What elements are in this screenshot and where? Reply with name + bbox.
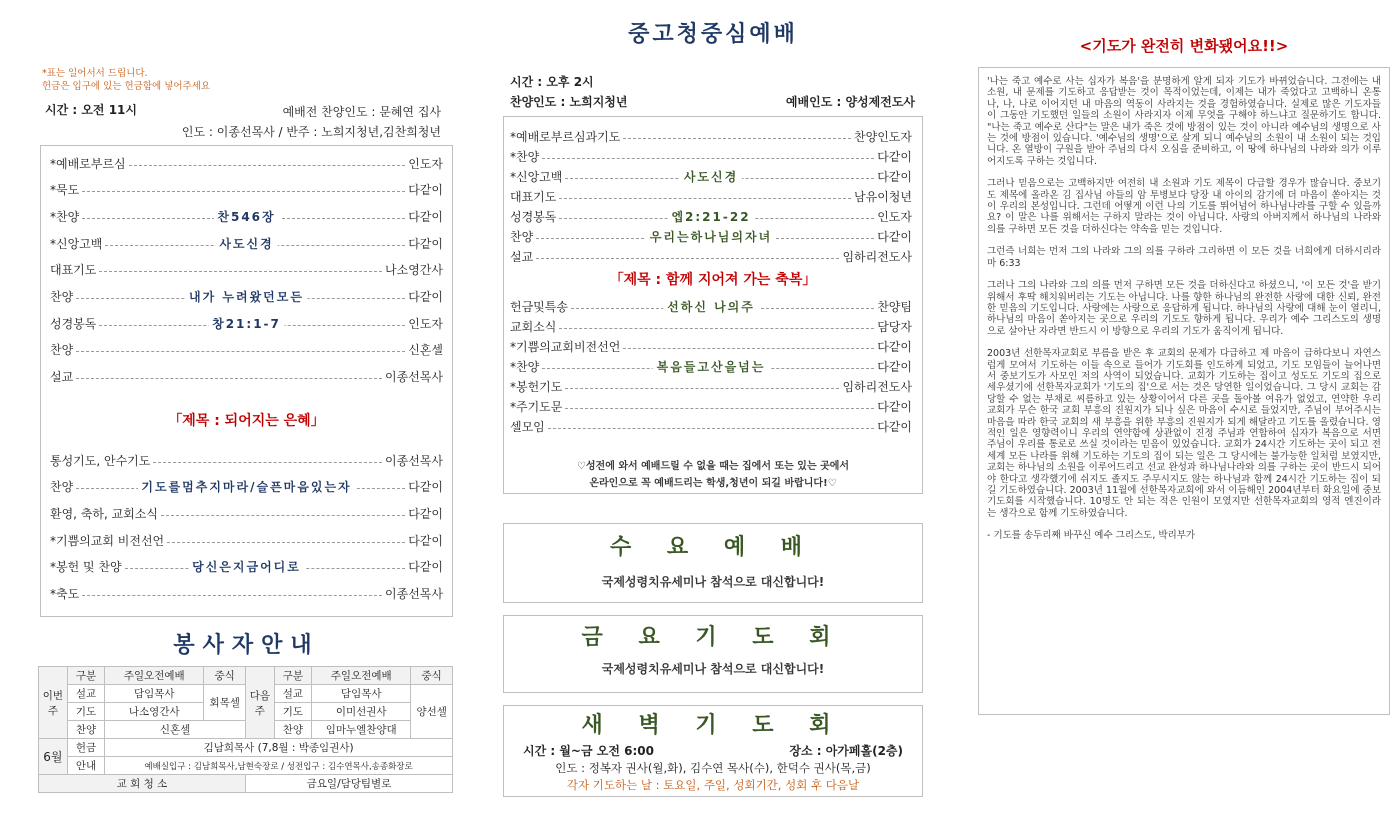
order-item-title: 내가 누려왔던모든 bbox=[185, 288, 308, 305]
table-cell: 기도 bbox=[67, 703, 104, 721]
essay-paragraph: 그러나 그의 나라와 그의 의를 먼저 구하면 모든 것을 더하신다고 하셨으니, '이 모든 것'을 받기 위해서 후딱 해치워버리는 기도는 아닙니다. 나를 향한 하나님의 완전한 사랑에 대한 신뢰, 완전한 믿음의 기도입니다. 사랑에는 사랑으로 응답하게 됩니다. 하나님의 사랑에 대해 눈이 열리니, 하나님의 마음이 쏟아지는 곳으로 우리의 기도도 향하게 됩니다. 우리가 예수 그리스도의 생명으로 살아난 자라면 반드시 이 방향으로 우리의 기도가 움직이게 됩니다. bbox=[987, 280, 1381, 337]
order-person: 이종선목사 bbox=[385, 587, 443, 601]
table-cell: 담임목사 bbox=[105, 685, 204, 703]
table-cell: 담임목사 bbox=[312, 685, 411, 703]
order-row bbox=[50, 260, 443, 280]
table-cell: 나소영간사 bbox=[105, 703, 204, 721]
youth-praise-leader: 찬양인도 : 노희지청년 bbox=[510, 95, 628, 109]
order-label: *기쁨의교회 비전선언 bbox=[50, 533, 165, 548]
order-person: 다같이 bbox=[877, 169, 912, 184]
order-row bbox=[510, 246, 912, 266]
order-item-title: 선하신 나의주 bbox=[663, 298, 759, 315]
order-person: 찬양팀 bbox=[877, 299, 912, 314]
order-label: *주기도문 bbox=[510, 399, 563, 414]
main-sermon-title: 「제목 : 되어지는 은혜」 bbox=[168, 413, 325, 429]
order-row bbox=[510, 166, 912, 186]
order-person: 다같이 bbox=[408, 560, 443, 575]
header-sunday-next: 주일오전예배 bbox=[312, 667, 411, 685]
order-person: 이종선목사 bbox=[385, 453, 443, 468]
leader-dots bbox=[167, 542, 405, 543]
order-person: 인도자 bbox=[408, 316, 443, 331]
table-cell: 기도 bbox=[274, 703, 311, 721]
leader-dots bbox=[76, 351, 405, 352]
table-cell: 설교 bbox=[67, 685, 104, 703]
order-row bbox=[50, 503, 443, 523]
essay-paragraph: 그러나 믿음으로는 고백하지만 여전히 내 소원과 기도 제목이 다급할 경우가 많습니다. 중보기도 제목에 올라온 김 집사님 아들의 암 투병보다 당장 내 아이의 감기에 더 마음이 쏟아지는 것이 우리의 본성입니다. 그런데 어떻게 이런 나의 기도를 뛰어넘어 하나님나라를 구할 수 있을까요? 이 말은 나를 위해서는 구하지 말라는 것이 아닙니다. 사랑의 아버지께서 하나님의 나라와 의를 구하면 모든 것을 더하신다는 약속을 믿는 것입니다. bbox=[987, 178, 1381, 235]
order-label: *신앙고백 bbox=[50, 236, 103, 251]
order-row bbox=[50, 477, 443, 497]
order-person: 다같이 bbox=[408, 533, 443, 548]
order-person: 이종선목사 bbox=[385, 370, 443, 385]
order-person: 다같이 bbox=[877, 359, 912, 374]
order-label: *찬양 bbox=[50, 209, 80, 224]
header-lunch: 중식 bbox=[204, 667, 246, 685]
lunch-next-week: 양선셀 bbox=[411, 685, 453, 739]
header-gubun: 구분 bbox=[67, 667, 104, 685]
order-person: 담당자 bbox=[877, 319, 912, 334]
order-person: 다같이 bbox=[408, 506, 443, 521]
order-label: *예배로부르심과기도 bbox=[510, 129, 621, 144]
order-item-title: 찬546장 bbox=[213, 208, 279, 225]
order-person: 다같이 bbox=[408, 480, 443, 495]
order-row bbox=[50, 233, 443, 253]
order-row bbox=[510, 356, 912, 376]
cleaning-value: 금요일/담당팀별로 bbox=[245, 775, 452, 793]
order-person: 다같이 bbox=[877, 339, 912, 354]
offering-label: 헌금 bbox=[67, 739, 104, 757]
table-cell: 찬양 bbox=[274, 721, 311, 739]
order-row bbox=[50, 180, 443, 200]
order-row bbox=[510, 186, 912, 206]
order-row bbox=[510, 126, 912, 146]
leader-dots bbox=[153, 462, 382, 463]
order-item-title: 기도를멈추지마라/슬픈마음있는자 bbox=[137, 478, 355, 495]
table-cell: 이미선권사 bbox=[312, 703, 411, 721]
order-label: 환영, 축하, 교회소식 bbox=[50, 506, 158, 521]
pre-praise-leader: 예배전 찬양인도 : 문혜연 집사 bbox=[282, 105, 441, 119]
order-person: 다같이 bbox=[877, 149, 912, 164]
table-cell: 찬양 bbox=[67, 721, 104, 739]
essay-signature: - 기도를 송두리째 바꾸신 예수 그리스도, 박리부가 bbox=[987, 530, 1196, 542]
leader-dots bbox=[559, 328, 874, 329]
offering-note: 헌금은 입구에 있는 헌금함에 넣어주세요 bbox=[42, 81, 211, 92]
order-person: 신혼셀 bbox=[408, 343, 443, 358]
leader-dots bbox=[623, 348, 874, 349]
order-item-title: 창21:1-7 bbox=[208, 315, 285, 332]
leader-dots bbox=[129, 165, 406, 166]
order-row bbox=[510, 146, 912, 166]
order-label: *예배로부르심 bbox=[50, 156, 126, 171]
order-person: 나소영간사 bbox=[385, 263, 443, 278]
order-label: 찬양 bbox=[510, 229, 534, 244]
header-gubun-next: 구분 bbox=[274, 667, 311, 685]
friday-title: 금 요 기 도 회 bbox=[581, 625, 845, 650]
order-row bbox=[50, 340, 443, 360]
this-week-label: 이번주 bbox=[39, 667, 68, 739]
youth-closing-line1: ♡성전에 와서 예배드릴 수 없을 때는 집에서 또는 있는 곳에서 bbox=[576, 461, 850, 472]
order-label: 헌금및특송 bbox=[510, 299, 568, 314]
order-label: 설교 bbox=[50, 370, 74, 385]
dawn-leaders: 인도 : 정복자 권사(월,화), 김수연 목사(수), 한덕수 권사(목,금) bbox=[555, 761, 871, 775]
order-item-title: 당신은지금어디로 bbox=[188, 558, 305, 575]
leader-dots bbox=[99, 271, 382, 272]
order-row bbox=[510, 206, 912, 226]
dawn-self-prayer: 각자 기도하는 날 : 토요일, 주일, 성회기간, 성회 후 다음날 bbox=[566, 778, 860, 792]
header-lunch-next: 중식 bbox=[411, 667, 453, 685]
order-row bbox=[50, 450, 443, 470]
order-row bbox=[510, 416, 912, 436]
order-person: 다같이 bbox=[408, 290, 443, 304]
order-label: 대표기도 bbox=[50, 263, 97, 278]
order-item-title: 엡2:21-22 bbox=[667, 208, 754, 225]
cleaning-label: 교 회 청 소 bbox=[39, 775, 246, 793]
table-cell: 임마누엘찬양대 bbox=[312, 721, 411, 739]
essay-paragraph: '나는 죽고 예수로 사는 십자가 복음'을 분명하게 알게 되자 기도가 바뀌었습니다. 그전에는 내 소원, 내 문제를 기도하고 응답받는 것이 목적이었는데, 이제는 내가 죽었다고 고백하니 온통 나, 나, 나로 이어지던 내 마음의 역동이 사라지는 것을 경험하였습니다. 실제로 많은 기도자들이 그동안 기도했던 일들의 소원이 사라지자 이제 무엇을 구해야 하느냐고 질문하기도 합니다. "나는 죽고 예수로 산다"는 말은 내가 죽은 것에 방점이 있는 것이 아니라 예수님의 생명으로 사는 것에 방점이 있습니다. '예수님의 생명'으로 살게 되니 예수님의 소원이 내 소원이 되는 것입니다. 온 열방이 구원을 받아 주님의 다시 오심을 준비하고, 이 땅에 하나님의 나라와 의가 이루어지도록 구하는 것입니다. bbox=[987, 76, 1381, 167]
order-person: 다같이 bbox=[877, 399, 912, 414]
order-row bbox=[50, 557, 443, 577]
order-row bbox=[510, 376, 912, 396]
order-label: *봉헌기도 bbox=[510, 379, 563, 394]
next-week-label: 다음주 bbox=[245, 667, 274, 739]
order-person: 다같이 bbox=[877, 229, 912, 244]
order-label: *기쁨의교회비전선언 bbox=[510, 339, 621, 354]
order-row bbox=[50, 206, 443, 226]
youth-closing-line2: 온라인으로 꼭 예배드리는 학생,청년이 되길 바랍니다!♡ bbox=[589, 478, 837, 489]
wednesday-sub: 국제성령치유세미나 참석으로 대신합니다! bbox=[601, 575, 825, 589]
order-item-title: 사도신경 bbox=[680, 168, 742, 185]
order-person: 찬양인도자 bbox=[854, 129, 912, 144]
leader-dots bbox=[536, 258, 839, 259]
main-worship-time: 시간 : 오전 11시 bbox=[45, 103, 137, 117]
order-person: 다같이 bbox=[408, 209, 443, 224]
order-person: 다같이 bbox=[408, 236, 443, 251]
leader-dots bbox=[623, 138, 851, 139]
dawn-time: 시간 : 월~금 오전 6:00 bbox=[523, 744, 654, 758]
order-row bbox=[50, 530, 443, 550]
lunch-this-week: 회목셀 bbox=[204, 685, 246, 721]
order-label: *묵도 bbox=[50, 183, 80, 198]
order-label: 찬양 bbox=[50, 480, 74, 495]
leader-dots bbox=[161, 515, 405, 516]
guide-label: 안내 bbox=[67, 757, 104, 775]
order-label: *찬양 bbox=[510, 149, 540, 164]
leader-dots bbox=[82, 595, 382, 596]
dawn-place: 장소 : 아가페홀(2층) bbox=[789, 744, 903, 758]
order-row bbox=[50, 153, 443, 173]
order-person: 다같이 bbox=[408, 183, 443, 198]
order-label: 대표기도 bbox=[510, 189, 557, 204]
page-title: 중고청중심예배 bbox=[628, 22, 798, 47]
order-row bbox=[50, 584, 443, 604]
main-worship-leaders: 인도 : 이종선목사 / 반주 : 노희지청년,김찬희청년 bbox=[181, 125, 441, 139]
order-label: *찬양 bbox=[510, 359, 540, 374]
order-label: 통성기도, 안수기도 bbox=[50, 453, 151, 468]
essay-paragraph: 그런즉 너희는 먼저 그의 나라와 그의 의를 구하라 그리하면 이 모든 것을 너희에게 더하시리라 마 6:33 bbox=[987, 246, 1381, 269]
leader-dots bbox=[559, 198, 851, 199]
table-cell: 설교 bbox=[274, 685, 311, 703]
order-person: 임하리전도사 bbox=[842, 379, 912, 394]
order-item-title: 우리는하나님의자녀 bbox=[646, 228, 776, 245]
order-label: 설교 bbox=[510, 249, 534, 264]
order-row bbox=[50, 313, 443, 333]
order-row bbox=[50, 287, 443, 307]
order-row bbox=[510, 226, 912, 246]
order-person: 인도자 bbox=[877, 209, 912, 224]
order-label: 교회소식 bbox=[510, 319, 557, 334]
order-row bbox=[510, 396, 912, 416]
service-guide-title: 봉사자안내 bbox=[173, 633, 320, 658]
leader-dots bbox=[565, 408, 874, 409]
order-person: 임하리전도사 bbox=[842, 249, 912, 264]
order-item-title: 복음들고산을넘는 bbox=[653, 358, 770, 375]
standing-note: *표는 일어서서 드립니다. bbox=[42, 68, 148, 79]
order-label: 찬양 bbox=[50, 343, 74, 358]
order-person: 다같이 bbox=[877, 419, 912, 434]
order-label: 성경봉독 bbox=[510, 209, 557, 224]
leader-dots bbox=[542, 158, 874, 159]
order-row bbox=[510, 336, 912, 356]
order-label: *봉헌 및 찬양 bbox=[50, 560, 122, 575]
service-guide-table bbox=[38, 666, 453, 793]
leader-dots bbox=[76, 378, 382, 379]
youth-sermon-title: 「제목 : 함께 지어져 가는 축복」 bbox=[609, 272, 817, 288]
order-label: *축도 bbox=[50, 587, 80, 601]
header-sunday: 주일오전예배 bbox=[105, 667, 204, 685]
order-label: *신앙고백 bbox=[510, 169, 563, 184]
youth-worship-time: 시간 : 오후 2시 bbox=[510, 75, 594, 89]
leader-dots bbox=[82, 191, 405, 192]
order-label: 찬양 bbox=[50, 290, 74, 304]
order-person: 남유이청년 bbox=[854, 189, 912, 204]
youth-worship-leader: 예배인도 : 양성제전도사 bbox=[785, 95, 915, 109]
month-label: 6월 bbox=[39, 739, 68, 775]
offering-value: 김남희목사 (7,8월 : 박종임권사) bbox=[105, 739, 453, 757]
order-label: 셀모임 bbox=[510, 419, 545, 434]
wednesday-title: 수 요 예 배 bbox=[610, 535, 816, 560]
order-row bbox=[510, 316, 912, 336]
order-row bbox=[510, 296, 912, 316]
essay-body bbox=[979, 76, 1389, 553]
friday-sub: 국제성령치유세미나 참석으로 대신합니다! bbox=[601, 662, 825, 676]
leader-dots bbox=[565, 388, 839, 389]
order-item-title: 사도신경 bbox=[215, 235, 277, 252]
dawn-title: 새 벽 기 도 회 bbox=[581, 713, 845, 738]
table-cell: 신혼셀 bbox=[105, 721, 246, 739]
essay-title: <기도가 완전히 변화됐어요!!> bbox=[1079, 37, 1289, 55]
guide-value: 예배실입구 : 김남희목사,남현숙장로 / 성전입구 : 김수연목사,송종화장로 bbox=[105, 757, 453, 775]
essay-paragraph: 2003년 선한목자교회로 부름을 받은 후 교회의 문제가 다급하고 제 마음이 급하다보니 자연스럽게 모여서 기도하는 이들 속으로 들어가 기도회를 인도하게 되었고, 기도 모임들이 늘어나면서 중보기도가 사모인 저의 사역이 되었습니다. 교회가 기도하는 집이고 성도도 기도의 집으로 세우셨기에 선한목자교회가 '기도의 집'으로 서는 것은 당연한 일이었습니다. 그 당시 교회는 감당할 수 없는 부채로 씨름하고 있는 상황이어서 다른 곳을 돌아볼 여유가 없었고, 연약한 우리 교회가 무슨 한국 교회 부흥의 진원지가 되나 싶은 마음이 수시로 들었지만, 주님이 부어주시는 마음을 따라 한국 교회의 새 부흥을 위한 부흥의 진원지가 되게 해달라고 기도를 올렸습니다. 영적인 일은 영향력이니 우리의 연약함에 상관없이 진정 주님과 연합하여 십자가 복음으로 서면 주님이 우리를 통로로 쓰실 것이라는 믿음이 있었습니다. 교회가 24시간 기도하는 곳이 되고 전 세계 모든 나라를 위해 기도하는 기도의 집이 되는 일은 그 당시에는 불가능한 일처럼 보였지만, 교회는 하나님의 소원을 이루어드리고 선교 완성과 하나님나라와 의를 구하는 곳이 반드시 되어야 한다고 생각했기에 쉬지도 졸지도 주무시지도 않는 하나님과 함께 24시간 기도하는 집이 되길 기도하였습니다. 2003년 11월에 선한목자교회에 와서 이듬해인 2004년부터 화요일에 중보기도회를 시작했습니다. 10명도 안 되는 적은 인원이 모였지만 선한목자교회의 영적 엔진이라는 생각으로 함께 기도하였습니다. bbox=[987, 348, 1381, 519]
order-label: 성경봉독 bbox=[50, 316, 97, 331]
order-row bbox=[50, 367, 443, 387]
leader-dots bbox=[548, 428, 874, 429]
order-person: 인도자 bbox=[408, 156, 443, 171]
